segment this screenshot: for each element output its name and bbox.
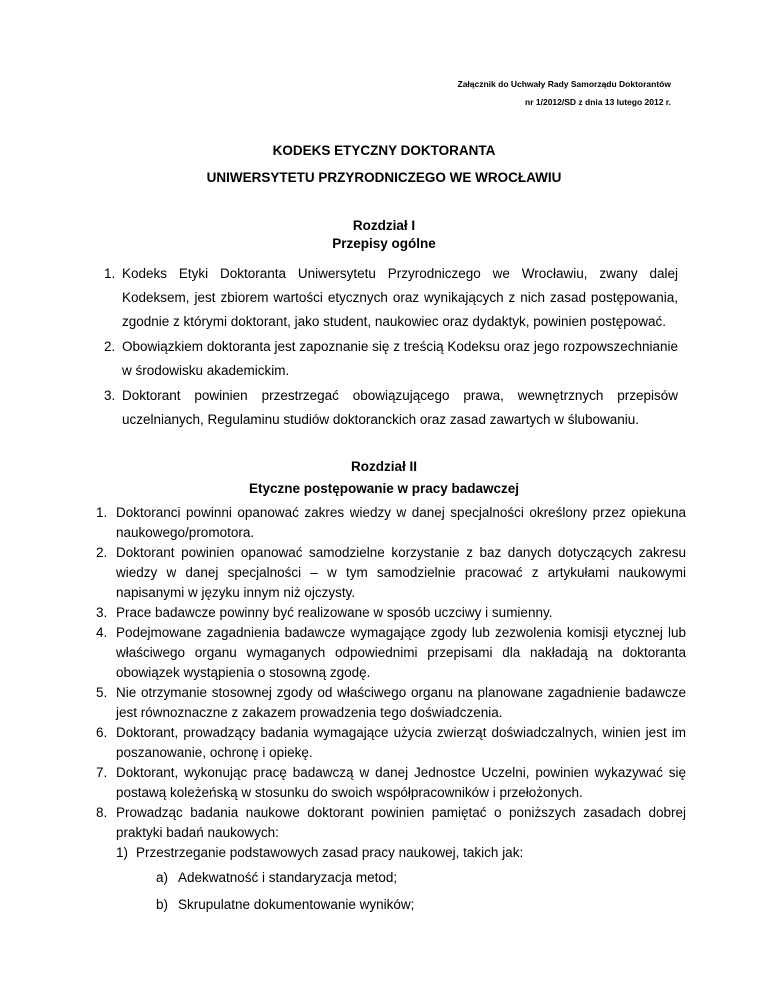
list-item: [96, 335, 678, 383]
chapter2-subheading: Etyczne postępowanie w pracy badawczej: [248, 481, 520, 496]
chapter1-heading: Rozdział I: [352, 218, 416, 233]
sub-sub-item-number: b): [156, 897, 169, 912]
item-text: Doktorant, prowadzący badania wymagające użycia zwierząt doświadczalnych, winien jest im poszanowanie, ochronę i opiekę.: [116, 725, 686, 760]
item-number: 7.: [96, 765, 108, 780]
sub-sub-item-text: Skrupulatne dokumentowanie wyników;: [178, 897, 415, 912]
list-item: [96, 723, 686, 763]
list-item: [96, 763, 686, 803]
item-text: Kodeks Etyki Doktoranta Uniwersytetu Przyrodniczego we Wrocławiu, zwany dalej Kodeksem, jest zbiorem wartości etycznych oraz wynikających z nich zasad postępowania, zgodnie z którymi doktorant, jako student, naukowiec oraz dydaktyk, powinien postępować.: [122, 266, 678, 329]
item-number: 1.: [104, 266, 116, 281]
chapter2-list: [96, 503, 686, 917]
sub-item-text: Przestrzeganie podstawowych zasad pracy naukowej, takich jak:: [136, 845, 524, 860]
sub-sub-list-item: [136, 866, 686, 890]
sub-list-item: [116, 843, 686, 917]
sub-item-number: 1): [116, 845, 129, 860]
chapter1-list: [96, 262, 678, 433]
item-number: 1.: [96, 505, 108, 520]
item-text: Nie otrzymanie stosownej zgody od właściwego organu na planowane zagadnienie badawcze jest równoznaczne z zakazem prowadzenia tego doświadczenia.: [116, 685, 686, 720]
item-number: 6.: [96, 725, 108, 740]
document-title: KODEKS ETYCZNY DOKTORANTA: [272, 143, 496, 158]
item-text: Podejmowane zagadnienia badawcze wymagające zgody lub zezwolenia komisji etycznej lub właściwego organu wymaganych odpowiednimi przepisami dla nakładają na doktoranta obowiązek wystąpienia o stosowną zgodę.: [116, 625, 686, 680]
item-number: 8.: [96, 805, 108, 820]
sub-sub-item-number: a): [156, 870, 169, 885]
annex-note-line1: Załącznik do Uchwały Rady Samorządu Doktorantów: [457, 79, 671, 89]
list-item: [96, 543, 686, 603]
item-number: 3.: [96, 605, 108, 620]
list-item: [96, 384, 678, 432]
item-number: 3.: [104, 388, 116, 403]
sub-sub-list-item: [136, 893, 686, 917]
list-item: [96, 262, 678, 334]
list-item: [96, 623, 686, 683]
chapter2-heading: Rozdział II: [350, 459, 417, 474]
list-item: [96, 603, 686, 623]
item-text: Doktorant powinien opanować samodzielne korzystanie z baz danych dotyczących zakresu wiedzy w danej specjalności – w tym samodzielnie pracować z artykułami naukowymi napisanymi w języku innym niż ojczysty.: [116, 545, 686, 600]
annex-note-line2: nr 1/2012/SD z dnia 13 lutego 2012 r.: [525, 97, 671, 107]
item-text: Doktorant, wykonując pracę badawczą w danej Jednostce Uczelni, powinien wykazywać się postawą koleżeńską w stosunku do swoich współpracowników i przełożonych.: [116, 765, 686, 800]
item-number: 2.: [104, 339, 116, 354]
item-text: Obowiązkiem doktoranta jest zapoznanie się z treścią Kodeksu oraz jego rozpowszechnianie w środowisku akademickim.: [122, 339, 678, 378]
item-number: 4.: [96, 625, 108, 640]
item-text: Prace badawcze powinny być realizowane w sposób uczciwy i sumienny.: [116, 605, 553, 620]
list-item: [96, 683, 686, 723]
list-item: [96, 503, 686, 543]
list-item: [96, 803, 686, 917]
item-number: 5.: [96, 685, 108, 700]
item-text: Prowadząc badania naukowe doktorant powinien pamiętać o poniższych zasadach dobrej praktyki badań naukowych:: [116, 805, 686, 840]
chapter1-subheading: Przepisy ogólne: [332, 236, 436, 251]
sub-sub-item-text: Adekwatność i standaryzacja metod;: [178, 870, 398, 885]
item-text: Doktorant powinien przestrzegać obowiązującego prawa, wewnętrznych przepisów uczelnianych, Regulaminu studiów doktoranckich oraz zasad zawartych w ślubowaniu.: [122, 388, 678, 427]
item-number: 2.: [96, 545, 108, 560]
document-subtitle: UNIWERSYTETU PRZYRODNICZEGO WE WROCŁAWIU: [206, 170, 562, 185]
item-text: Doktoranci powinni opanować zakres wiedzy w danej specjalności określony przez opiekuna naukowego/promotora.: [116, 505, 686, 540]
